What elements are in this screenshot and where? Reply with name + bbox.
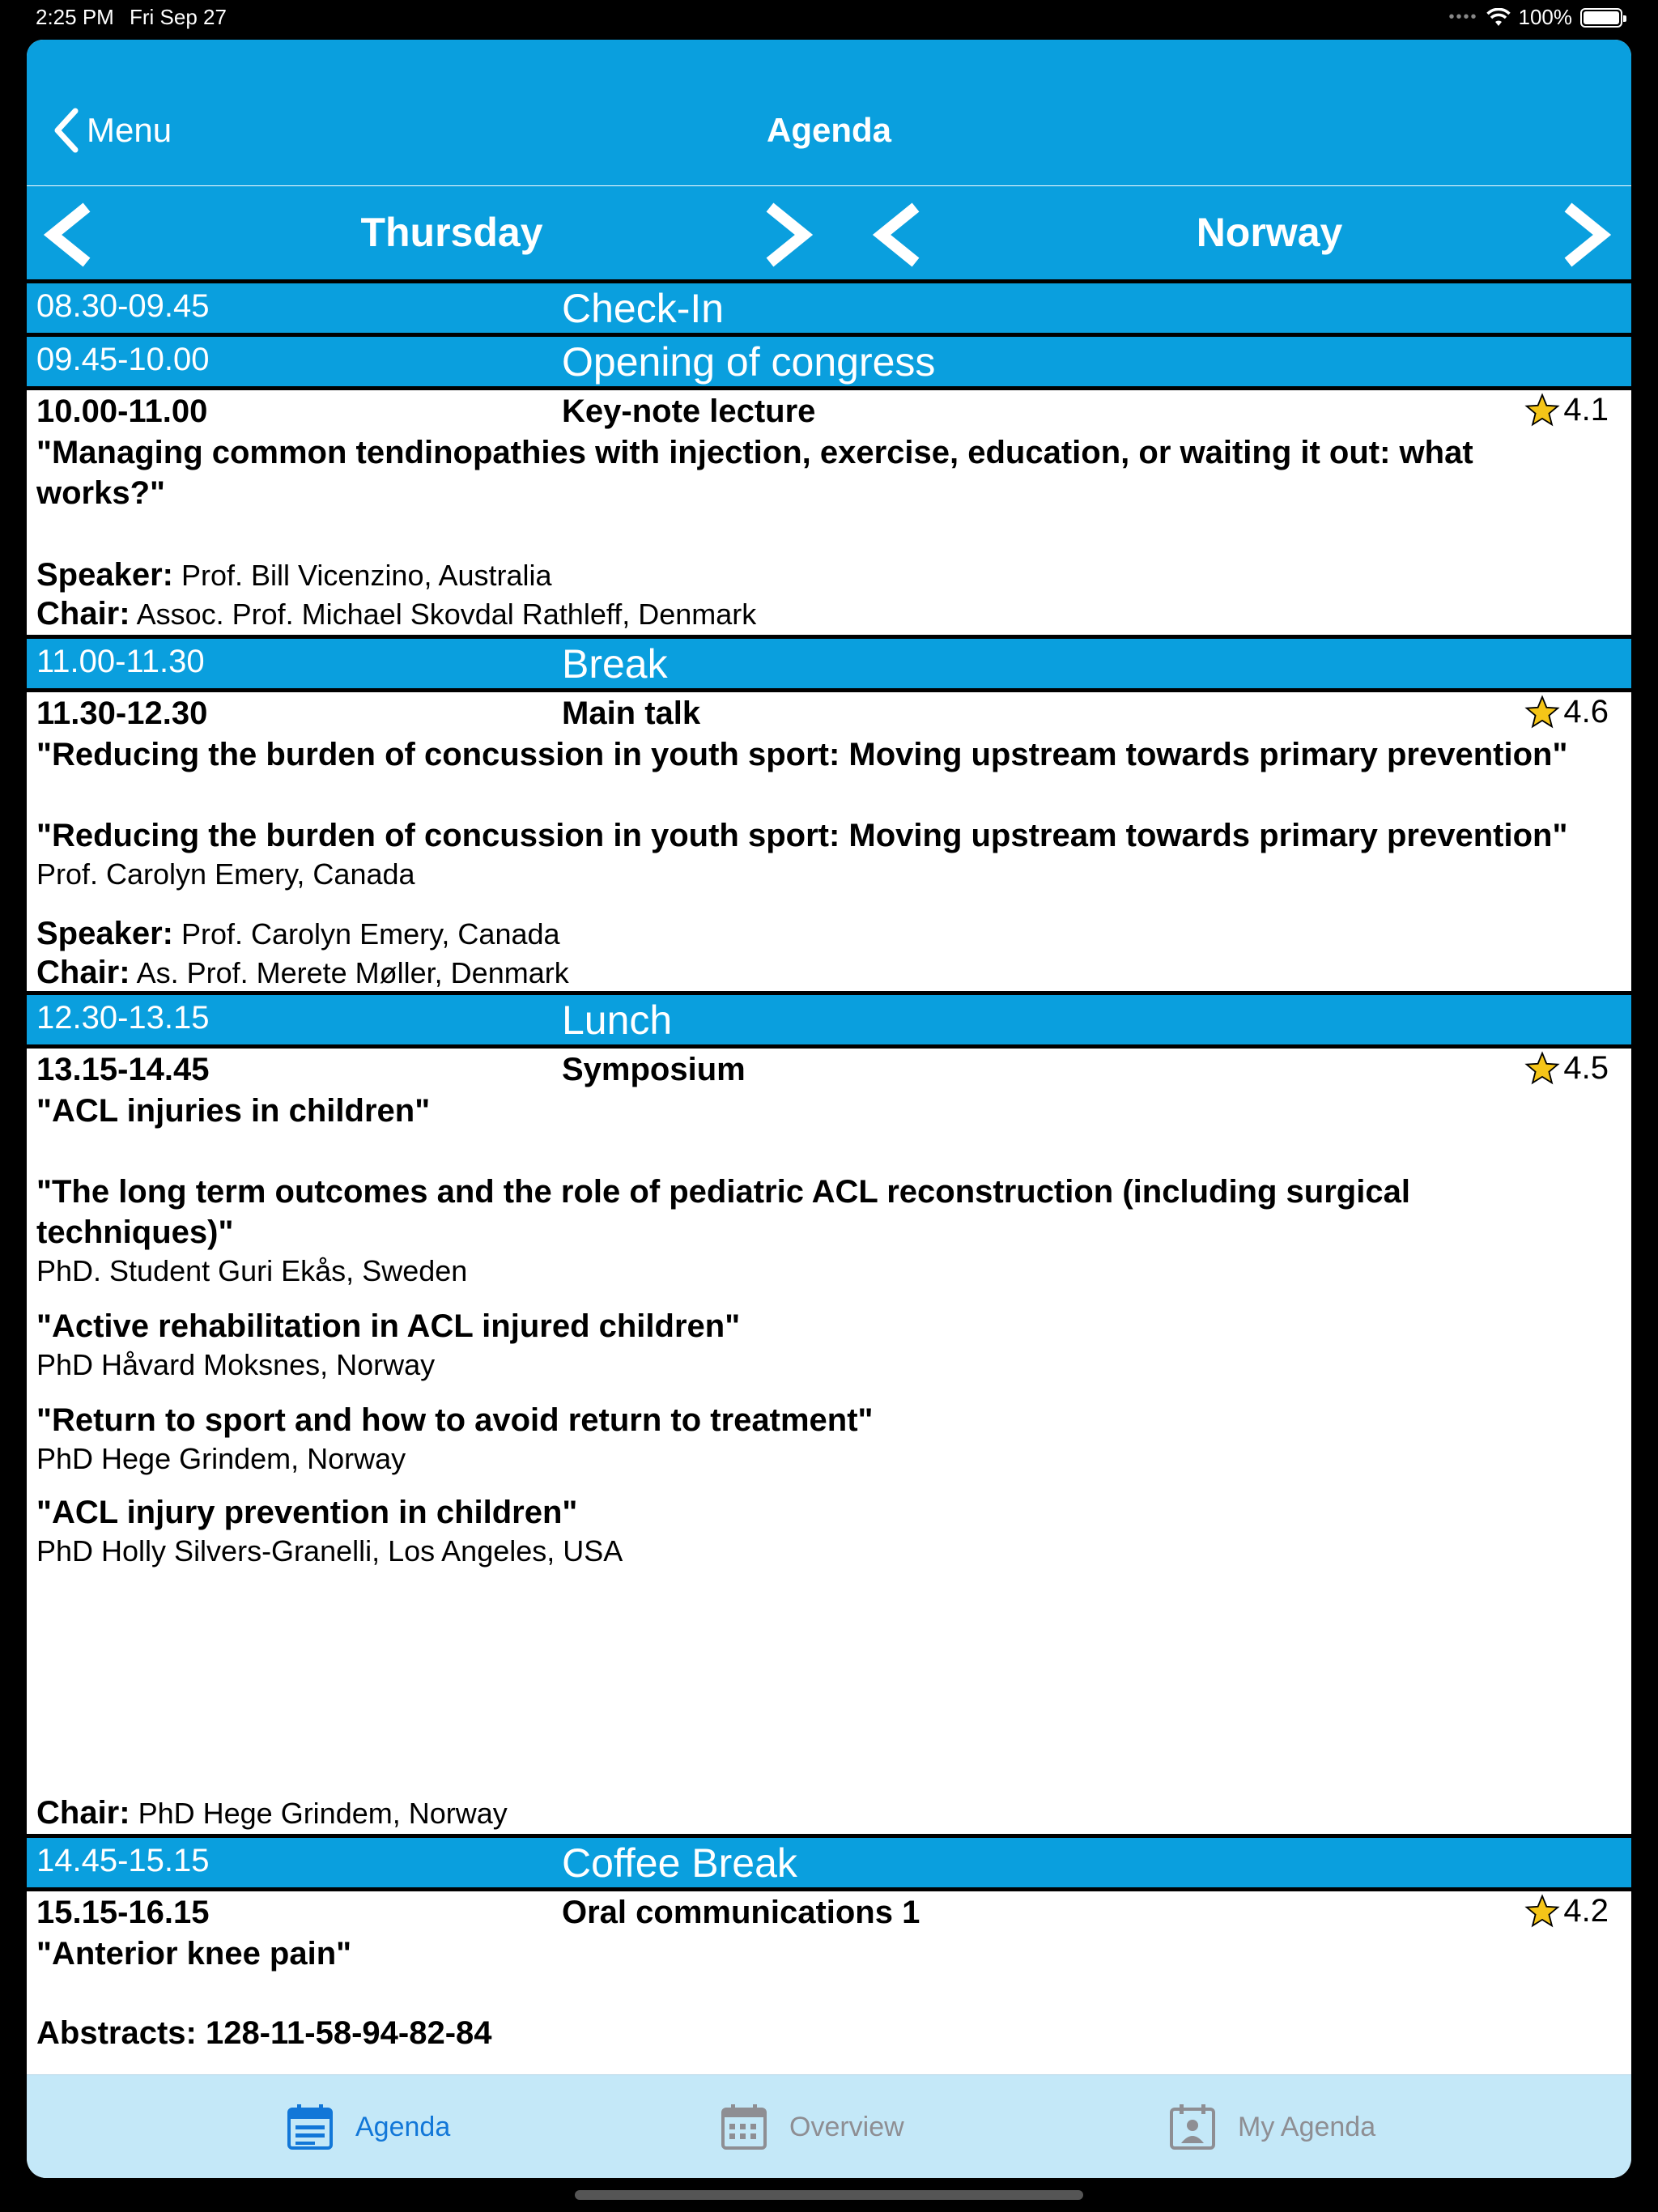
break-name: Break (562, 641, 668, 687)
tab-overview[interactable] (720, 2103, 904, 2151)
country-label: Norway (1196, 210, 1343, 255)
session-type: Key-note lecture (562, 393, 816, 429)
session-time: 11.30-12.30 (36, 696, 208, 731)
star-icon (1524, 695, 1560, 730)
next-day-button[interactable] (755, 202, 820, 267)
break-name: Lunch (562, 998, 673, 1043)
speaker-label: Speaker: (36, 916, 173, 951)
talk-presenter: PhD. Student Guri Ekås, Sweden (36, 1254, 468, 1287)
agenda-list[interactable] (27, 279, 1631, 2114)
session-time: 13.15-14.45 (36, 1052, 210, 1087)
session-rating[interactable] (1524, 694, 1609, 730)
back-label: Menu (87, 111, 172, 149)
session-title: "Managing common tendinopathies with injection, exercise, education, or waiting it out: what works?" (36, 435, 1473, 511)
session-title: "ACL injuries in children" (36, 1093, 431, 1129)
overview-icon (720, 2103, 768, 2151)
status-right (1448, 5, 1622, 30)
agenda-icon (286, 2103, 334, 2151)
session-time: 10.00-11.00 (36, 393, 208, 429)
tab-my-agenda[interactable] (1168, 2103, 1375, 2151)
session-symposium[interactable] (27, 1044, 1631, 1834)
chair-name: PhD Hege Grindem, Norway (138, 1797, 508, 1830)
break-time: 09.45-10.00 (36, 342, 210, 377)
break-time: 12.30-13.15 (36, 1000, 210, 1036)
talk-title: "Active rehabilitation in ACL injured children" (36, 1308, 741, 1344)
talk-title: "ACL injury prevention in children" (36, 1495, 578, 1530)
battery-icon (1580, 8, 1622, 28)
speaker-label: Speaker: (36, 557, 173, 593)
chair-label: Chair: (36, 1795, 130, 1831)
session-type: Oral communications 1 (562, 1895, 920, 1930)
break-row-coffee[interactable] (27, 1834, 1631, 1887)
previous-country-button[interactable] (865, 202, 930, 267)
talk-presenter: PhD Håvard Moksnes, Norway (36, 1348, 436, 1381)
rating-value: 4.6 (1563, 694, 1609, 730)
break-name: Opening of congress (562, 339, 936, 385)
tab-label: Agenda (355, 2111, 451, 2142)
selector-bar (27, 186, 1631, 279)
star-icon (1524, 393, 1560, 428)
break-time: 11.00-11.30 (36, 644, 205, 679)
chair-name: Assoc. Prof. Michael Skovdal Rathleff, Denmark (136, 598, 757, 631)
session-title: "Reducing the burden of concussion in youth sport: Moving upstream towards primary prevention" (36, 737, 1568, 772)
rating-value: 4.2 (1563, 1893, 1609, 1929)
tab-bar (27, 2074, 1631, 2178)
rating-value: 4.5 (1563, 1050, 1609, 1086)
my-agenda-icon (1168, 2103, 1217, 2151)
chair-label: Chair: (36, 596, 130, 632)
rating-value: 4.1 (1563, 392, 1609, 428)
session-type: Main talk (562, 696, 701, 731)
tab-label: Overview (789, 2111, 904, 2142)
speaker-name: Prof. Bill Vicenzino, Australia (181, 559, 552, 592)
session-chair (36, 596, 756, 632)
session-time: 15.15-16.15 (36, 1895, 210, 1930)
app-window (27, 40, 1631, 2178)
break-time: 14.45-15.15 (36, 1843, 210, 1878)
session-rating[interactable] (1524, 1050, 1609, 1087)
session-speaker (36, 916, 560, 952)
talk-presenter: Prof. Carolyn Emery, Canada (36, 857, 415, 891)
break-row-opening[interactable] (27, 333, 1631, 386)
star-icon (1524, 1051, 1560, 1087)
break-name: Coffee Break (562, 1840, 797, 1886)
session-chair (36, 1795, 508, 1831)
break-row-lunch[interactable] (27, 991, 1631, 1044)
battery-percent: 100% (1518, 5, 1572, 29)
break-name: Check-In (562, 286, 725, 331)
talk-presenter: PhD Hege Grindem, Norway (36, 1442, 406, 1475)
session-type: Symposium (562, 1052, 746, 1087)
star-icon (1524, 1894, 1560, 1929)
break-time: 08.30-09.45 (36, 288, 210, 324)
talk-title: "The long term outcomes and the role of pediatric ACL reconstruction (including surgical techniques)" (36, 1174, 1410, 1250)
tab-label: My Agenda (1238, 2111, 1376, 2142)
session-speaker (36, 557, 552, 593)
session-chair (36, 955, 569, 991)
tab-agenda[interactable] (286, 2103, 450, 2151)
status-time: 2:25 PM (36, 5, 114, 29)
wifi-icon (1486, 8, 1511, 28)
break-row-break[interactable] (27, 635, 1631, 688)
chair-label: Chair: (36, 955, 130, 990)
previous-day-button[interactable] (36, 202, 101, 267)
talk-presenter: PhD Holly Silvers-Granelli, Los Angeles, USA (36, 1534, 623, 1568)
talk-title: "Reducing the burden of concussion in youth sport: Moving upstream towards primary prevention" (36, 818, 1568, 853)
abstracts-line: Abstracts: 128-11-58-94-82-84 (36, 2015, 492, 2051)
session-rating[interactable] (1524, 1893, 1609, 1929)
session-keynote[interactable] (27, 386, 1631, 635)
day-label: Thursday (360, 210, 543, 255)
session-rating[interactable] (1524, 392, 1609, 428)
signal-icon: •••• (1448, 8, 1478, 26)
session-main-talk[interactable] (27, 688, 1631, 991)
navigation-bar (27, 40, 1631, 185)
talk-title: "Return to sport and how to avoid return to treatment" (36, 1402, 874, 1438)
speaker-name: Prof. Carolyn Emery, Canada (181, 917, 560, 951)
break-row-check-in[interactable] (27, 279, 1631, 333)
session-title: "Anterior knee pain" (36, 1936, 352, 1972)
next-country-button[interactable] (1554, 202, 1618, 267)
home-indicator[interactable] (575, 2190, 1083, 2200)
status-bar (0, 0, 1658, 37)
chair-name: As. Prof. Merete Møller, Denmark (136, 956, 569, 989)
status-date: Fri Sep 27 (130, 5, 227, 29)
page-title: Agenda (766, 111, 891, 149)
